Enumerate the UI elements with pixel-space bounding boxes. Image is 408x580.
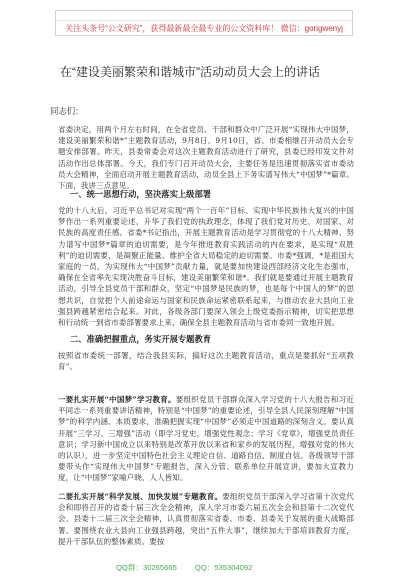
paragraph-4-lead: 一要扎实开展“中国梦”学习教育。 [58,395,176,404]
paragraph-2: 党的十八大后，习近平总书记对实现“两个一百年”目标、实现中华民族伟大复兴的中国梦作出一系列重要论述，升华了我们党的执政理念，体现了我们党对历史、对国家、对民族的高度责任感。省委*书记指出，开展主题教育活动是学习贯彻党的十八大精神、努力谱写中国梦*篇章的迫切需要，是今年推进教育实践活动的内在要求，是实现“双胜利”的迫切需要，是凝聚正能量、维护全省大局稳定的迫切需要。市委*强调，*是祖国大家庭的一员，为实现伟大“中国梦”贡献力量，就是要加快建设西部经济文化生态强市，确保在全省率先实现决胜奋斗目标，建设美丽繁荣和谐*。我们就是要通过开展主题教育活动，引导全县党员干部和群众，坚定“中国梦是民族的梦，也是每个中国人的梦”的思想共识，自觉把个人前途命运与国家和民族命运紧密联系起来，与推动农业大县向工业强县跨越紧密结合起来。对此，各级各部门要深入领会上级党委指示精神，切实把思想和行动统一到省市委部署要求上来，确保全县主题教育活动与省市委同一致地开展。 [58,206,354,328]
paragraph-1: 省委决定，用两个月左右时间，在全省党员、干部和群众中广泛开展“实现伟大中国梦，建设美丽繁荣和谐*”主题教育活动，9月8日、9月10日，省、市委相继召开动员大会专题安排部署。昨天，县委常委会对这次主题教育活动进行了研究，县委已经印发文件对活动作出总体部署。今天，我们专门召开动员大会，主要任务是迅速贯彻落实省市委动员大会精神，全面启动开展主题教育活动，动员全县上下务实谱写伟大“中国梦”*篇章。下面，我讲三点意见。 [58,125,354,191]
banner-text: 关注头条号“公文研究”，获得最新最全最专业的公文资料库！ 微信：gongwenyj [65,24,343,33]
section-heading-1: 一、统一思想行动，坚决落实上级部署 [70,189,212,199]
document-title: 在“建设美丽繁荣和谐城市”活动动员大会上的讲话 [60,65,320,79]
footer-qq-contact: QQ：535304092 [194,563,253,572]
paragraph-4 [58,394,354,488]
greeting-text: 同志们： [50,106,84,116]
paragraph-3: 按照省市委统一部署，结合我县实际，搞好这次主题教育活动，重点是要抓好“五项教育”。 [58,351,354,372]
paragraph-5 [58,491,354,553]
paragraph-5-lead: 二要扎实开展“科学发展、加快发展”专题教育。 [58,492,223,501]
footer-qq-group: QQ群：30265665 [116,563,177,572]
header-banner [55,10,353,36]
footer-contact [116,562,306,574]
section-heading-2: 二、准确把握重点，务实开展专题教育 [70,334,212,344]
paragraph-5-body: 要组织党员干部深入学习省第十次党代会和即将召开的省委十届三次全会精神，深入学习市委六届五次全会和县第十二次党代会、县委十二届三次全会精神，认真贯彻落实省委、市委、县委关于发展的重大战略部署。要围绕农业大县向工业强县跨越，突出“五件大事”，继续加大干部培训教育力度，提升干部队伍的整体素质。要按 [58,492,355,546]
banner-top-strip [56,11,352,21]
paragraph-4-body: 要组织党员干部群众深入学习党的十八大报告和习近平同志一系列重要讲话精神，特别是“中国梦”的重要论述，引导全县人民深刻理解“中国梦”的科学内涵、本质要求，准确把握实现“中国梦”必须走中国道路的深刻含义。要认真开展“三学习、三增强”活动（即学习党史，增强党性观念；学习《党章》，增强党员责任意识；学习新中国成立以来特别是改革开放以来省和家乡的发展历程，增强对党的伟大的认识），进一步坚定中国特色社会主义理论自信、道路自信、制度自信。各级领导干部要带头作“实现伟大中国梦”专题报告，深入分管、联系单位开展宣讲，要加大宣教力度，让“中国梦”家喻户晓、人人皆知。 [58,395,354,483]
